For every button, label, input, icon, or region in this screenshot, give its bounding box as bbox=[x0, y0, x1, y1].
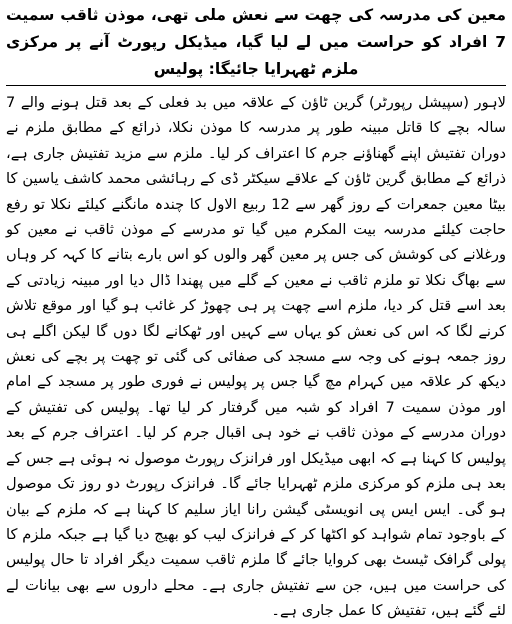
headline-divider bbox=[6, 85, 506, 86]
news-article bbox=[6, 0, 506, 620]
article-body: لاہور (سپیشل رپورٹر) گرین ٹاؤن کے علاقہ میں بد فعلی کے بعد قتل ہونے والے 7 سالہ بچے کا قاتل مبینہ طور پر مدرسہ کا موذن نکلا، ذرائع کے مطابق ملزم نے دوران تفتیش اپنے گھناؤنے جرم کا اعتراف کر لیا۔ ملزم سے مزید تفتیش جاری ہے، ذرائع کے مطابق گرین ٹاؤن کے علاقے سیکٹر ڈی کے رہائشی محمد کاشف یاسین کا بیٹا معین جمعرات کے روز گھر سے 12 ربیع الاول کا چندہ مانگنے کیلئے نکلا تو رفع حاجت کیلئے مدرسہ بیت المکرم میں گیا تو مدرسے کے موذن ثاقب نے معین کو ورغلانے کی کوشش کی جس پر معین گھر والوں کو اس بارے بتانے کا کہہ کر وہاں سے بھاگ نکلا تو ملزم ثاقب نے معین کے گلے میں پھندا ڈال دیا اور مبینہ زیادتی کے بعد اسے قتل کر دیا، ملزم اسے چھت پر ہی چھوڑ کر غائب ہو گیا اور موقع تلاش کرنے لگا کہ اس کی نعش کو یہاں سے کہیں اور ٹھکانے لگا دوں گا لیکن اگلے ہی روز جمعہ ہونے کی وجہ سے مسجد کی صفائی کی گئی تو چھت پر بچے کی نعش دیکھ کر علاقہ میں کہرام مچ گیا جس پر پولیس نے فوری طور پر مسجد کے امام اور موذن سمیت 7 افراد کو شبہ میں گرفتار کر لیا تھا۔ پولیس کی تفتیش کے دوران مدرسے کے موذن ثاقب نے خود ہی اقبال جرم کر لیا۔ اعتراف جرم کے بعد پولیس کا کہنا ہے کہ ابھی میڈیکل اور فرانزک رپورٹ موصول نہ ہوئی ہے جس کے بعد ہی ملزم کو مرکزی ملزم ٹھہرایا جائے گا۔ فرانزک رپورٹ دو روز تک موصول ہو گی۔ ایس ایس پی انویسٹی گیشن رانا ایاز سلیم کا کہنا ہے کہ ملزم کے بیان کے باوجود تمام شواہد کو اکٹھا کر کے فرانزک لیب کو بھیج دیا گیا ہے جبکہ ملزم کا پولی گرافک ٹیسٹ بھی کروایا جائے گا ملزم ثاقب سمیت دیگر افراد تا حال پولیس کی حراست میں ہیں، جن سے تفتیش جاری ہے۔ محلے داروں سے بھی بیانات لے لئے گئے ہیں، تفتیش کا عمل جاری ہے۔ bbox=[6, 94, 506, 620]
article-headline: معین کی مدرسہ کی چھت سے نعش ملی تھی، موذن ثاقب سمیت 7 افراد کو حراست میں لے لیا گیا، میڈیکل رپورٹ آنے پر مرکزی ملزم ٹھہرایا جائیگا: پولیس bbox=[6, 6, 506, 78]
